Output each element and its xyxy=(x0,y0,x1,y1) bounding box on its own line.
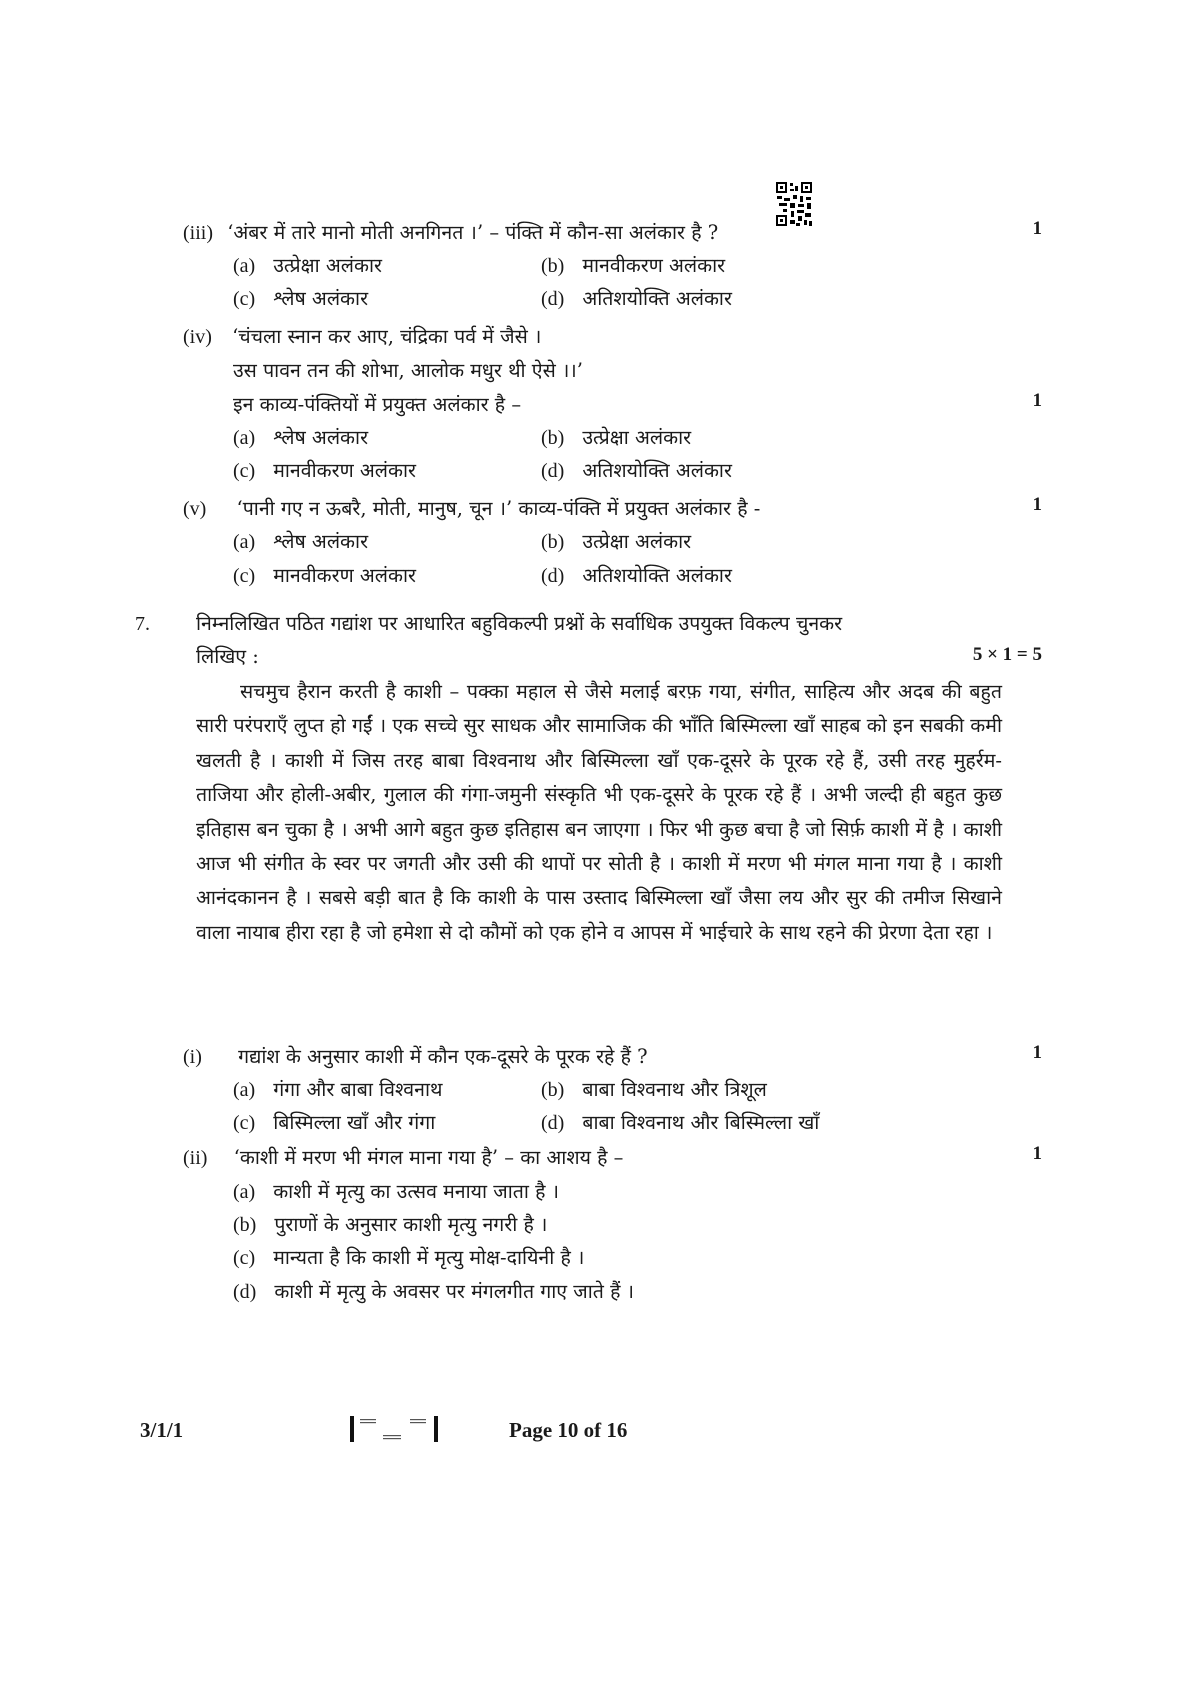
option-a: (a) गंगा और बाबा विश्वनाथ xyxy=(233,1078,443,1101)
option-c: (c) श्लेष अलंकार xyxy=(233,287,369,310)
option-d: (d) काशी में मृत्यु के अवसर पर मंगलगीत गाए जाते हैं । xyxy=(233,1280,635,1303)
question-text: ‘अंबर में तारे मानो मोती अनगिनत ।’ – पंक्ति में कौन-सा अलंकार है ? xyxy=(227,221,719,244)
marks: 1 xyxy=(1032,494,1042,515)
question-text: इन काव्य-पंक्तियों में प्रयुक्त अलंकार है – xyxy=(233,393,522,416)
option-a: (a) काशी में मृत्यु का उत्सव मनाया जाता है । xyxy=(233,1180,560,1203)
option-d: (d) अतिशयोक्ति अलंकार xyxy=(541,287,732,310)
option-c: (c) मान्यता है कि काशी में मृत्यु मोक्ष-दायिनी है । xyxy=(233,1246,585,1269)
marks: 1 xyxy=(1032,1042,1042,1063)
question-7-number: 7. xyxy=(135,613,150,635)
question-v xyxy=(183,494,760,524)
option-b: (b) बाबा विश्वनाथ और त्रिशूल xyxy=(541,1078,767,1101)
option-c: (c) मानवीकरण अलंकार xyxy=(233,459,416,482)
question-text: ‘पानी गए न ऊबरै, मोती, मानुष, चून ।’ काव्य-पंक्ति में प्रयुक्त अलंकार है - xyxy=(236,497,761,520)
question-7-i xyxy=(183,1042,648,1072)
marks: 1 xyxy=(1032,390,1042,411)
question-number: (iii) xyxy=(183,222,213,244)
marks: 1 xyxy=(1032,1143,1042,1164)
paper-code: 3/1/1 xyxy=(140,1418,184,1442)
poem-line-1: ‘चंचला स्नान कर आए, चंद्रिका पर्व में जैसे । xyxy=(232,325,542,348)
question-iii xyxy=(183,218,718,248)
question-iv xyxy=(183,322,541,352)
page-number: Page 10 of 16 xyxy=(509,1418,628,1442)
question-7-instruction: निम्नलिखित पठित गद्यांश पर आधारित बहुविकल्पी प्रश्नों के सर्वाधिक उपयुक्त विकल्प चुनकर xyxy=(196,612,843,635)
question-text: गद्यांश के अनुसार काशी में कौन एक-दूसरे के पूरक रहे हैं ? xyxy=(238,1045,648,1068)
option-a: (a) श्लेष अलंकार xyxy=(233,530,369,553)
option-b: (b) पुराणों के अनुसार काशी मृत्यु नगरी है । xyxy=(233,1213,548,1236)
question-number: (v) xyxy=(183,498,207,520)
option-c: (c) बिस्मिल्ला खाँ और गंगा xyxy=(233,1111,436,1134)
barcode-mark-icon xyxy=(350,1416,438,1442)
option-a: (a) श्लेष अलंकार xyxy=(233,426,369,449)
qr-code-icon xyxy=(776,182,812,226)
option-d: (d) बाबा विश्वनाथ और बिस्मिल्ला खाँ xyxy=(541,1111,820,1134)
question-text: ‘काशी में मरण भी मंगल माना गया है’ – का आशय है – xyxy=(233,1146,624,1169)
marks: 5 × 1 = 5 xyxy=(972,644,1042,665)
poem-line-2: उस पावन तन की शोभा, आलोक मधुर थी ऐसे ।।’ xyxy=(233,359,583,382)
option-c: (c) मानवीकरण अलंकार xyxy=(233,564,416,587)
passage xyxy=(196,675,1002,950)
marks: 1 xyxy=(1032,218,1042,239)
option-b: (b) उत्प्रेक्षा अलंकार xyxy=(541,426,692,449)
question-7-ii xyxy=(183,1143,623,1173)
question-7-instruction-cont: लिखिए : xyxy=(196,645,259,668)
option-b: (b) उत्प्रेक्षा अलंकार xyxy=(541,530,692,553)
question-number: (ii) xyxy=(183,1147,208,1169)
option-b: (b) मानवीकरण अलंकार xyxy=(541,254,726,277)
question-number: (iv) xyxy=(183,326,212,348)
passage-text: सचमुच हैरान करती है काशी – पक्का महाल से जैसे मलाई बरफ़ गया, संगीत, साहित्य और अदब की बहुत सारी परंपराएँ लुप्त हो गईं । एक सच्चे सुर साधक और सामाजिक की भाँति बिस्मिल्ला खाँ साहब को इन सबकी कमी खलती है । काशी में जिस तरह बाबा विश्वनाथ और बिस्मिल्ला खाँ एक-दूसरे के पूरक रहे हैं, उसी तरह मुहर्रम-ताजिया और होली-अबीर, गुलाल की गंगा-जमुनी संस्कृति भी एक-दूसरे के पूरक रहे हैं । अभी जल्दी ही बहुत कुछ इतिहास बन चुका है । अभी आगे बहुत कुछ इतिहास बन जाएगा । फिर भी कुछ बचा है जो सिर्फ़ काशी में है । काशी आज भी संगीत के स्वर पर जगती और उसी की थापों पर सोती है । काशी में मरण भी मंगल माना गया है । काशी आनंदकानन है । सबसे बड़ी बात है कि काशी के पास उस्ताद बिस्मिल्ला खाँ जैसा लय और सुर की तमीज सिखाने वाला नायाब हीरा रहा है जो हमेशा से दो कौमों को एक होने व आपस में भाईचारे के साथ रहने की प्रेरणा देता रहा । xyxy=(196,680,1002,944)
option-d: (d) अतिशयोक्ति अलंकार xyxy=(541,564,732,587)
question-number: (i) xyxy=(183,1046,202,1068)
option-d: (d) अतिशयोक्ति अलंकार xyxy=(541,459,732,482)
option-a: (a) उत्प्रेक्षा अलंकार xyxy=(233,254,382,277)
